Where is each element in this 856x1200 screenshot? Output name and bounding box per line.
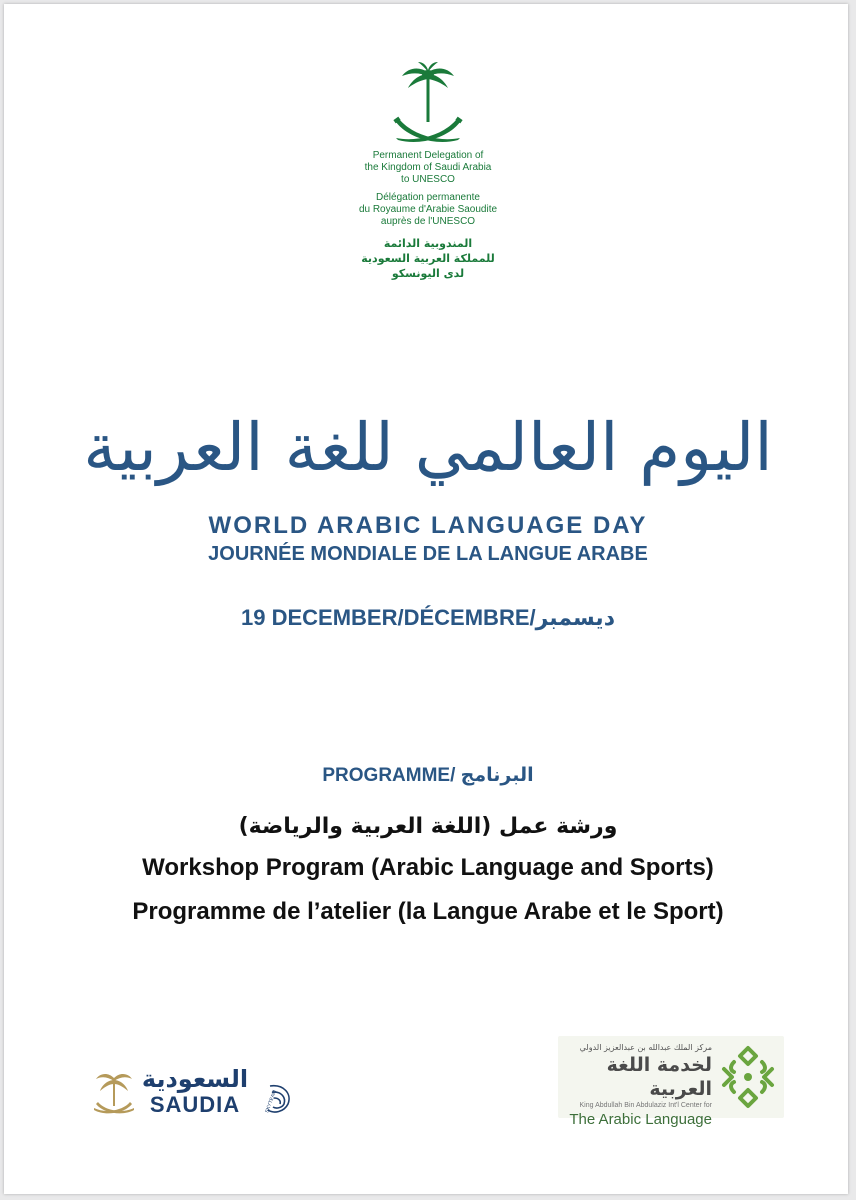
center-english-name: The Arabic Language [569,1111,712,1128]
workshop-title-french: Programme de l’atelier (la Langue Arabe et le Sport) [132,898,724,925]
event-date: 19 DECEMBER/DÉCEMBRE/ديسمبر [241,605,615,630]
saudia-english-wordmark: SAUDIA [149,1092,241,1117]
delegation-fr-line: auprès de l'UNESCO [380,216,476,227]
delegation-ar-line: المندوبية الدائمة [383,237,473,250]
title-english: WORLD ARABIC LANGUAGE DAY [208,512,648,539]
center-arabic-subtitle: مركز الملك عبدالله بن عبدالعزيز الدولي [579,1043,712,1052]
saudia-arabic-wordmark: السعودية [141,1065,249,1093]
delegation-fr-line: Délégation permanente [376,192,480,203]
delegation-ar-line: لدى اليونسكو [391,267,465,280]
workshop-title-english: Workshop Program (Arabic Language and Sports) [142,854,714,881]
king-abdullah-center-logo [558,1036,784,1128]
saudia-logo [92,1064,302,1126]
saudia-palm-icon [92,1068,136,1120]
workshop-title-arabic: ورشة عمل (اللغة العربية والرياضة) [238,814,618,839]
center-english-subtitle: King Abdullah Bin Abdulaziz Int'l Center for [579,1102,712,1109]
saudi-emblem-icon [388,60,468,150]
center-text-block [564,1042,712,1129]
skyteam-label: SKYTEAM [264,1089,279,1114]
delegation-arabic [328,236,528,281]
delegation-french [328,192,528,228]
skyteam-logo-icon [252,1080,296,1118]
delegation-ar-line: للمملكة العربية السعودية [361,252,495,265]
delegation-english [328,150,528,186]
delegation-en-line: to UNESCO [401,174,455,185]
delegation-en-line: Permanent Delegation of [372,150,484,161]
delegation-en-line: the Kingdom of Saudi Arabia [364,162,492,173]
programme-heading: PROGRAMME/ البرنامج [322,765,534,786]
title-french: JOURNÉE MONDIALE DE LA LANGUE ARABE [208,543,648,565]
center-emblem-icon [716,1044,780,1110]
arabic-calligraphy-title: اليوم العالمي للغة العربية [83,409,773,486]
center-arabic-name: لخدمة اللغة العربية [606,1054,712,1100]
delegation-fr-line: du Royaume d'Arabie Saoudite [358,204,498,215]
